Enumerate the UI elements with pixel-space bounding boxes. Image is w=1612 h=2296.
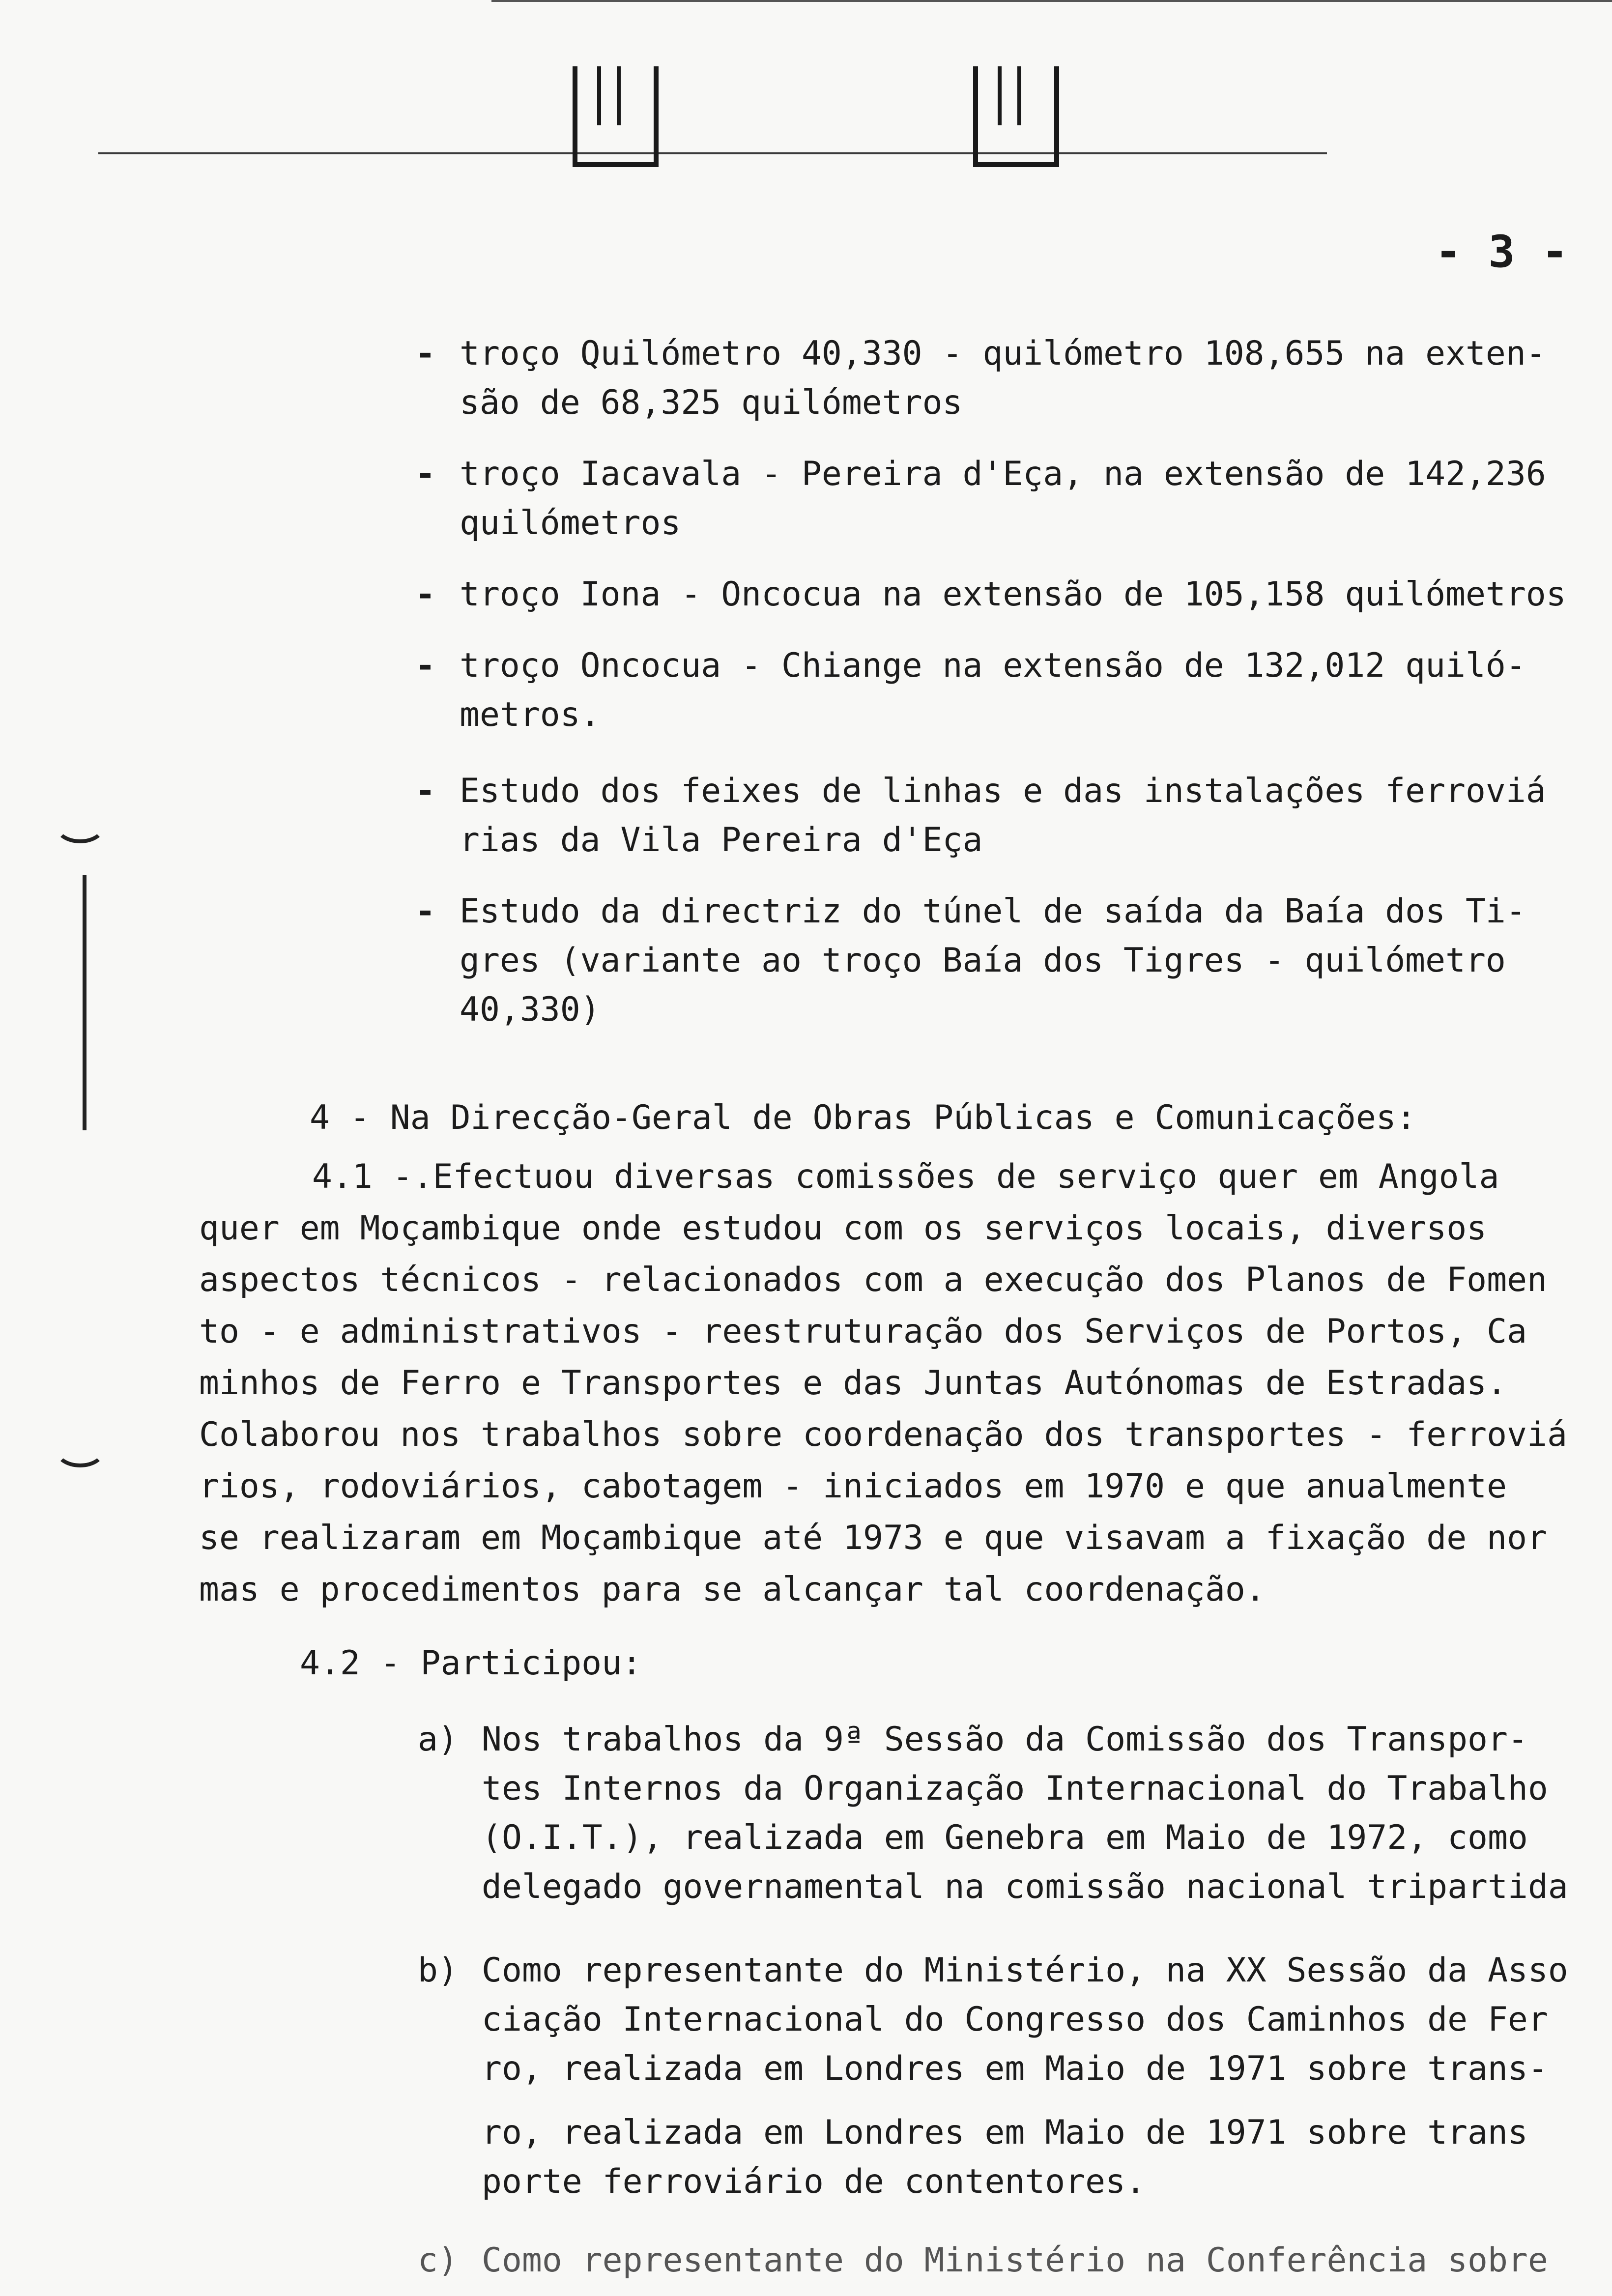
item-b-line: Como representante do Ministério, na XX Sessão da Asso <box>482 1951 1568 1990</box>
section-heading: 4 - Na Direcção-Geral de Obras Públicas e Comunicações: <box>310 1098 1416 1137</box>
paragraph-line: mas e procedimentos para se alcançar tal coordenação. <box>199 1570 1266 1609</box>
margin-mark-curve <box>54 1430 106 1467</box>
list-dash: - <box>415 334 435 373</box>
list-item-line: rias da Vila Pereira d'Eça <box>460 821 983 860</box>
list-item-line: troço Quilómetro 40,330 - quilómetro 108,655 na exten- <box>460 334 1546 373</box>
list-dash: - <box>415 575 435 614</box>
paragraph-line: Colaborou nos trabalhos sobre coordenação dos transportes - ferroviá <box>199 1415 1567 1454</box>
list-item-line: Estudo dos feixes de linhas e das instalações ferroviá <box>460 772 1546 810</box>
list-item-line: troço Iona - Oncocua na extensão de 105,158 quilómetros <box>460 575 1566 614</box>
list-item-line: gres (variante ao troço Baía dos Tigres - quilómetro <box>460 941 1506 980</box>
paragraph-line: quer em Moçambique onde estudou com os serviços locais, diversos <box>199 1209 1487 1248</box>
subsection-heading: 4.2 - Participou: <box>300 1644 642 1683</box>
item-label-c: c) <box>418 2241 458 2280</box>
item-b-line: ciação Internacional do Congresso dos Caminhos de Fer <box>482 2000 1548 2039</box>
paragraph-line: to - e administrativos - reestruturação dos Serviços de Portos, Ca <box>199 1312 1527 1351</box>
paragraph-line: aspectos técnicos - relacionados com a execução dos Planos de Fomen <box>199 1261 1547 1299</box>
list-item-line: quilómetros <box>460 504 681 543</box>
item-a-line: Nos trabalhos da 9ª Sessão da Comissão dos Transpor- <box>482 1720 1528 1759</box>
paragraph-line: se realizaram em Moçambique até 1973 e que visavam a fixação de nor <box>199 1519 1547 1557</box>
list-item-line: Estudo da directriz do túnel de saída da Baía dos Ti- <box>460 892 1526 931</box>
list-dash: - <box>415 772 435 810</box>
top-rule <box>491 0 1612 2</box>
margin-mark-line <box>83 875 86 1130</box>
paragraph-line: minhos de Ferro e Transportes e das Juntas Autónomas de Estradas. <box>199 1364 1507 1403</box>
header-rule <box>98 152 1327 154</box>
item-a-line: (O.I.T.), realizada em Genebra em Maio de 1972, como <box>482 1818 1528 1857</box>
list-dash: - <box>415 646 435 685</box>
list-item-line: metros. <box>460 695 601 734</box>
list-dash: - <box>415 892 435 931</box>
item-a-line: delegado governamental na comissão nacional tripartida <box>482 1867 1568 1906</box>
list-item-line: troço Iacavala - Pereira d'Eça, na extensão de 142,236 <box>460 455 1546 493</box>
margin-mark-curve <box>54 806 106 843</box>
item-b-line: ro, realizada em Londres em Maio de 1971 sobre trans <box>482 2113 1528 2152</box>
item-a-line: tes Internos da Organização Internacional do Trabalho <box>482 1769 1548 1808</box>
list-item-line: troço Oncocua - Chiange na extensão de 132,012 quiló- <box>460 646 1526 685</box>
item-b-line: porte ferroviário de contentores. <box>482 2162 1146 2201</box>
item-label-b: b) <box>418 1951 458 1990</box>
list-dash: - <box>415 455 435 493</box>
item-c-line: Como representante do Ministério na Conferência sobre <box>482 2241 1548 2280</box>
paragraph-line: rios, rodoviários, cabotagem - iniciados em 1970 e que anualmente <box>199 1467 1507 1506</box>
item-b-line: ro, realizada em Londres em Maio de 1971 sobre trans- <box>482 2049 1548 2088</box>
list-item-line: são de 68,325 quilómetros <box>460 383 963 422</box>
item-label-a: a) <box>418 1720 458 1759</box>
binding-hole-mark-right <box>973 66 1059 167</box>
paragraph-line: 4.1 -.Efectuou diversas comissões de serviço quer em Angola <box>312 1157 1499 1196</box>
page-number: - 3 - <box>1435 226 1568 278</box>
list-item-line: 40,330) <box>460 990 601 1029</box>
binding-hole-mark-left <box>573 66 659 167</box>
